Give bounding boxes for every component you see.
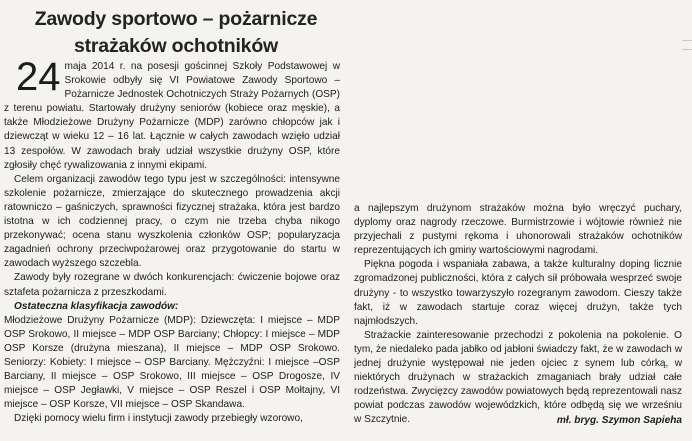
generations-paragraph: Strażackie zainteresowanie przechodzi z pokolenia na pokolenie. O tym, że niedaleko pada jabłko od jabłoni świadczy fakt, że w zawodach w jednej drużynie występował nie jeden ojciec z synem lub córką, w niektórych drużynach w strażackich zmaganiach brały udział całe rodzeństwa. Zwycięzcy zawodów powiatowych będą reprezentowali nasz powiat podczas zawodów wojewódzkich, które odbędą się we wrześniu w Szczytnie. — [354, 329, 682, 426]
drop-cap: 24 — [16, 55, 61, 99]
intro-paragraph — [4, 55, 340, 173]
article-title-line-1: Zawody sportowo – pożarnicze — [34, 8, 318, 30]
intro-text: maja 2014 r. na posesji gościnnej Szkoły Podstawowej w Srokowie odbyły się VI Powiatowe Zawody Sportowo – Pożarnicze Jednostek Ochotniczych Straży Pożarnych (OSP) z terenu powiatu. Startowały drużyny seniorów (kobiece oraz męskie), a także Młodzieżowe Drużyny Pożarnicze (MDP) zarówno chłopców jak i dziewcząt w wieku 12 – 16 lat. Łącznie w całych zawodach wzięło udział 13 zespołów. W zawodach brały udział wszystkie drużyny OSP, które zgłosiły chęć rywalizowania z innymi ekipami. — [4, 61, 340, 171]
results-heading: Ostateczna klasyfikacja zawodów: — [14, 300, 179, 312]
results-paragraph: Młodzieżowe Drużyny Pożarnicze (MDP): Dziewczęta: I miejsce – MDP OSP Srokowo, II miejsce – MDP OSP Barciany; Chłopcy: I miejsce – MDP OSP Korsze (drużyna mieszana), II miejsce – MDP OSP Srokowo. Seniorzy: Kobiety: I miejsce – OSP Barciany. Mężczyźni: I miejsce –OSP Barciany, II miejsce – OSP Srokowo, III miejsce – OSP Drogosze, IV miejsce – OSP Jegławki, V miejsce – OSP Reszel i OSP Mołtajny, VI miejsce – OSP Korsze, VII miejsce – OSP Skandawa. — [4, 314, 340, 411]
competition-paragraph: Zawody były rozegrane w dwóch konkurencjach: ćwiczenie bojowe oraz sztafeta pożarnicza z przeszkodami. — [4, 272, 340, 298]
left-column — [4, 55, 340, 426]
thanks-paragraph: Dzięki pomocy wielu firm i instytucji zawody przebiegły wzorowo, — [14, 413, 303, 425]
continuation-paragraph: a najlepszym drużynom strażaków można było wręczyć puchary, dyplomy oraz nagrody rzeczowe. Burmistrzowie i wójtowie również nie przyjechali z pustymi rękoma i uhonorowali strażaków ochotników reprezentujących ich gminy wartościowymi nagrodami. — [354, 203, 682, 257]
article-title-line-2: strażaków ochotników — [73, 35, 279, 57]
goals-paragraph: Celem organizacji zawodów tego typu jest w szczególności: intensywne szkolenie pożarnicze, zmierzające do skutecznego prowadzenia akcji ratowniczo – gaśniczych, sprawności fizycznej strażaka, która jest bardzo istotna w ich codziennej pracy, o czym nie trzeba chyba nikogo przekonywać; ocena stanu wyszkolenia członków OSP; popularyzacja zagadnień ochrony przeciwpożarowej oraz przygotowanie do startu w zawodach wyższego szczebla. — [4, 173, 340, 270]
weather-paragraph: Piękna pogoda i wspaniała zabawa, a także kulturalny doping licznie zgromadzonej publiczności, która z całych sił próbowała wesprzeć swoje drużyny - to wszystko towarzyszyło rozegranym zawodom. Cieszy także fakt, iż w zawodach startuje coraz więcej drużyn, także tych najmłodszych. — [354, 259, 682, 327]
author-signature: mł. bryg. Szymon Sapieha — [556, 414, 682, 426]
right-column — [354, 202, 682, 428]
page-edge-mark — [682, 40, 692, 50]
